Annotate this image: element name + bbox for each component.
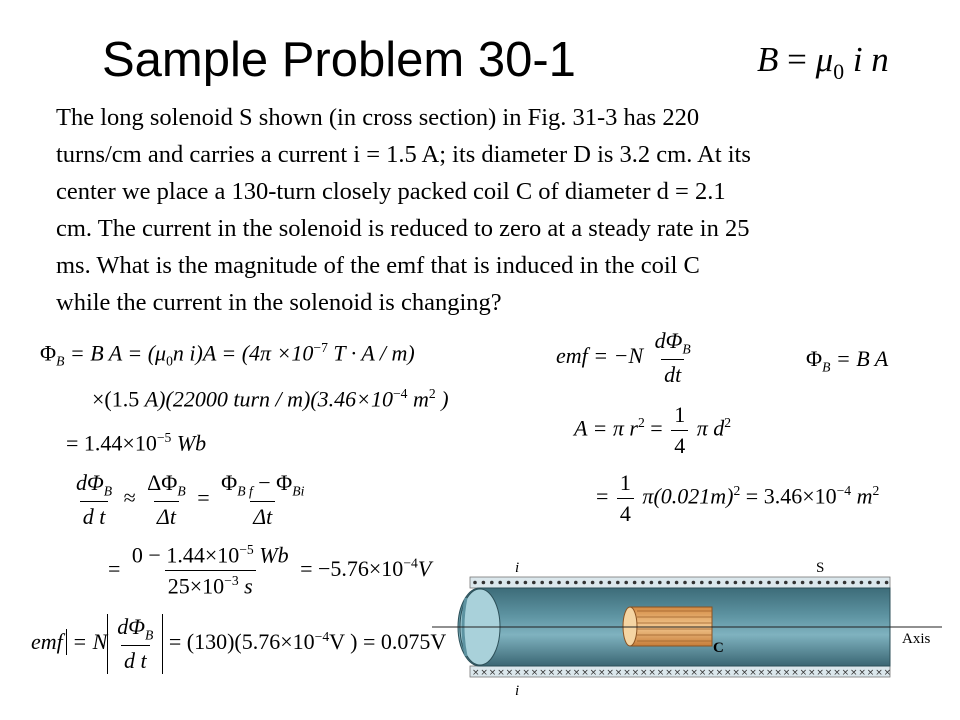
winding-cross: ×	[850, 668, 858, 678]
winding-dot	[683, 581, 687, 585]
winding-dot	[834, 581, 838, 585]
winding-cross: ×	[656, 668, 665, 678]
problem-line: while the current in the solenoid is changing?	[56, 289, 502, 316]
winding-dot	[725, 581, 729, 585]
winding-cross: ×	[673, 668, 682, 678]
winding-dot	[624, 581, 628, 585]
current-in-crosses	[472, 668, 891, 678]
winding-dot	[473, 581, 477, 585]
winding-cross: ×	[757, 668, 766, 678]
winding-dot	[809, 581, 813, 585]
winding-dot	[750, 581, 754, 585]
winding-dot	[515, 581, 519, 585]
axis-label: Axis	[902, 631, 931, 647]
winding-cross: ×	[556, 668, 564, 678]
winding-dot	[851, 581, 855, 585]
winding-cross: ×	[875, 668, 883, 678]
winding-dot	[717, 581, 721, 585]
winding-dot	[742, 581, 746, 585]
winding-dot	[498, 581, 502, 585]
winding-cross: ×	[497, 668, 505, 678]
winding-dot	[818, 581, 822, 585]
winding-cross: ×	[707, 668, 715, 678]
winding-cross: ×	[623, 668, 631, 678]
winding-cross: ×	[732, 668, 740, 678]
solenoid-label: S	[816, 560, 825, 576]
problem-line: cm. The current in the solenoid is reduced to zero at a steady rate in 25	[56, 215, 750, 242]
current-label-bottom: i	[515, 683, 520, 699]
winding-dot	[666, 581, 670, 585]
winding-cross: ×	[522, 668, 530, 678]
winding-dot	[692, 581, 696, 585]
winding-cross: ×	[841, 668, 850, 678]
winding-dot	[675, 581, 679, 585]
flux-definition: $\Phi_B = B$ A	[806, 346, 889, 375]
emf-result: emf = N $\frac{d\Phi_B}{\text{d t}}$ = $(130)(5.76\times 10^{-4}V$ ) = 0.075V	[28, 614, 446, 674]
winding-dot	[599, 581, 603, 585]
winding-cross: ×	[640, 668, 648, 678]
winding-cross: ×	[690, 668, 698, 678]
winding-dot	[582, 581, 586, 585]
winding-dot	[591, 581, 595, 585]
winding-cross: ×	[606, 668, 614, 678]
winding-dot	[860, 581, 864, 585]
winding-cross: ×	[808, 668, 816, 678]
winding-dot	[700, 581, 704, 585]
winding-cross: ×	[480, 668, 488, 678]
winding-dot	[608, 581, 612, 585]
winding-cross: ×	[682, 668, 690, 678]
winding-cross: ×	[614, 668, 623, 678]
winding-cross: ×	[824, 668, 833, 678]
winding-cross: ×	[530, 668, 539, 678]
winding-cross: ×	[866, 668, 875, 678]
winding-cross: ×	[472, 668, 480, 678]
winding-cross: ×	[799, 668, 808, 678]
winding-dot	[868, 581, 872, 585]
winding-dot	[566, 581, 570, 585]
winding-dot	[641, 581, 645, 585]
winding-cross: ×	[724, 668, 732, 678]
winding-cross: ×	[505, 668, 514, 678]
winding-cross: ×	[782, 668, 791, 678]
faraday-law: emf = −N $\frac{d\Phi_B}{dt}$	[556, 328, 691, 388]
field-equation: $B = \mu_0$ i n	[757, 40, 889, 84]
winding-cross: ×	[547, 668, 556, 678]
winding-cross: ×	[749, 668, 757, 678]
area-formula: A = π $r^2$ = $\frac{1}{4}$ π $d^2$	[574, 402, 732, 458]
problem-line: The long solenoid S shown (in cross section) in Fig. 31-3 has 220	[56, 104, 700, 131]
page-title: Sample Problem 30-1	[102, 33, 576, 87]
winding-cross: ×	[581, 668, 589, 678]
winding-dot	[524, 581, 528, 585]
winding-dot	[557, 581, 561, 585]
winding-dot	[650, 581, 654, 585]
winding-cross: ×	[740, 668, 749, 678]
winding-dot	[843, 581, 847, 585]
problem-line: turns/cm and carries a current i = 1.5 A; its diameter D is 3.2 cm. At its	[56, 141, 751, 168]
winding-cross: ×	[648, 668, 656, 678]
winding-dot	[784, 581, 788, 585]
winding-dot	[767, 581, 771, 585]
winding-cross: ×	[816, 668, 824, 678]
winding-dot	[549, 581, 553, 585]
current-label-top: i	[515, 560, 520, 576]
problem-line: ms. What is the magnitude of the emf that is induced in the coil C	[56, 252, 700, 279]
winding-cross: ×	[766, 668, 774, 678]
problem-statement	[56, 99, 936, 321]
winding-dot	[708, 581, 712, 585]
winding-dot	[734, 581, 738, 585]
winding-cross: ×	[564, 668, 572, 678]
winding-cross: ×	[488, 668, 497, 678]
winding-dot	[876, 581, 880, 585]
solenoid-figure	[432, 558, 942, 703]
winding-dot	[490, 581, 494, 585]
winding-dot	[482, 581, 486, 585]
winding-cross: ×	[665, 668, 673, 678]
winding-cross: ×	[715, 668, 724, 678]
winding-cross: ×	[539, 668, 547, 678]
winding-dot	[776, 581, 780, 585]
winding-dot	[532, 581, 536, 585]
winding-cross: ×	[883, 668, 892, 678]
winding-dot	[792, 581, 796, 585]
winding-cross: ×	[774, 668, 782, 678]
winding-dot	[616, 581, 620, 585]
winding-cross: ×	[514, 668, 522, 678]
flux-equation-line1: $\Phi_B = B$ $A = (\mu_0n$ $i)A = (4\pi \times 10^{-7}$ T · A / m)	[40, 340, 415, 369]
winding-cross: ×	[589, 668, 598, 678]
winding-cross: ×	[858, 668, 866, 678]
winding-dot	[633, 581, 637, 585]
winding-dot	[826, 581, 830, 585]
winding-cross: ×	[698, 668, 707, 678]
rate-calculation: = $\frac{0 - 1.44\times 10^{-5} Wb}{25\times 10^{-3} s}$ = $-5.76\times 10^{-4}V$	[108, 542, 432, 599]
problem-line: center we place a 130-turn closely packed coil C of diameter d = 2.1	[56, 178, 726, 205]
derivative-approximation: $\frac{d\Phi_B}{\text{d t}}$ ≈ $\frac{\Delta\Phi_B}{\Delta t}$ = $\frac{\Phi_{B f} - \Phi_{Bi}}{\Delta t}$	[76, 470, 305, 530]
winding-dot	[801, 581, 805, 585]
winding-dot	[540, 581, 544, 585]
winding-dot	[759, 581, 763, 585]
flux-result: = $1.44\times 10^{-5}$ Wb	[66, 430, 207, 456]
winding-dot	[574, 581, 578, 585]
area-value: = $\frac{1}{4}$ $\pi(0.021m)^2 = 3.46\times 10^{-4}$ $m^2$	[596, 470, 880, 526]
winding-dot	[658, 581, 662, 585]
winding-dot	[507, 581, 511, 585]
winding-cross: ×	[631, 668, 640, 678]
winding-cross: ×	[572, 668, 581, 678]
flux-equation-line2: ×(1.5 A)(22000 turn / $m)(3.46\times 10^{-4}$ $m^2$ )	[92, 386, 449, 412]
winding-dot	[885, 581, 889, 585]
winding-cross: ×	[598, 668, 606, 678]
winding-cross: ×	[833, 668, 841, 678]
coil-label: C	[713, 640, 724, 656]
winding-cross: ×	[791, 668, 799, 678]
